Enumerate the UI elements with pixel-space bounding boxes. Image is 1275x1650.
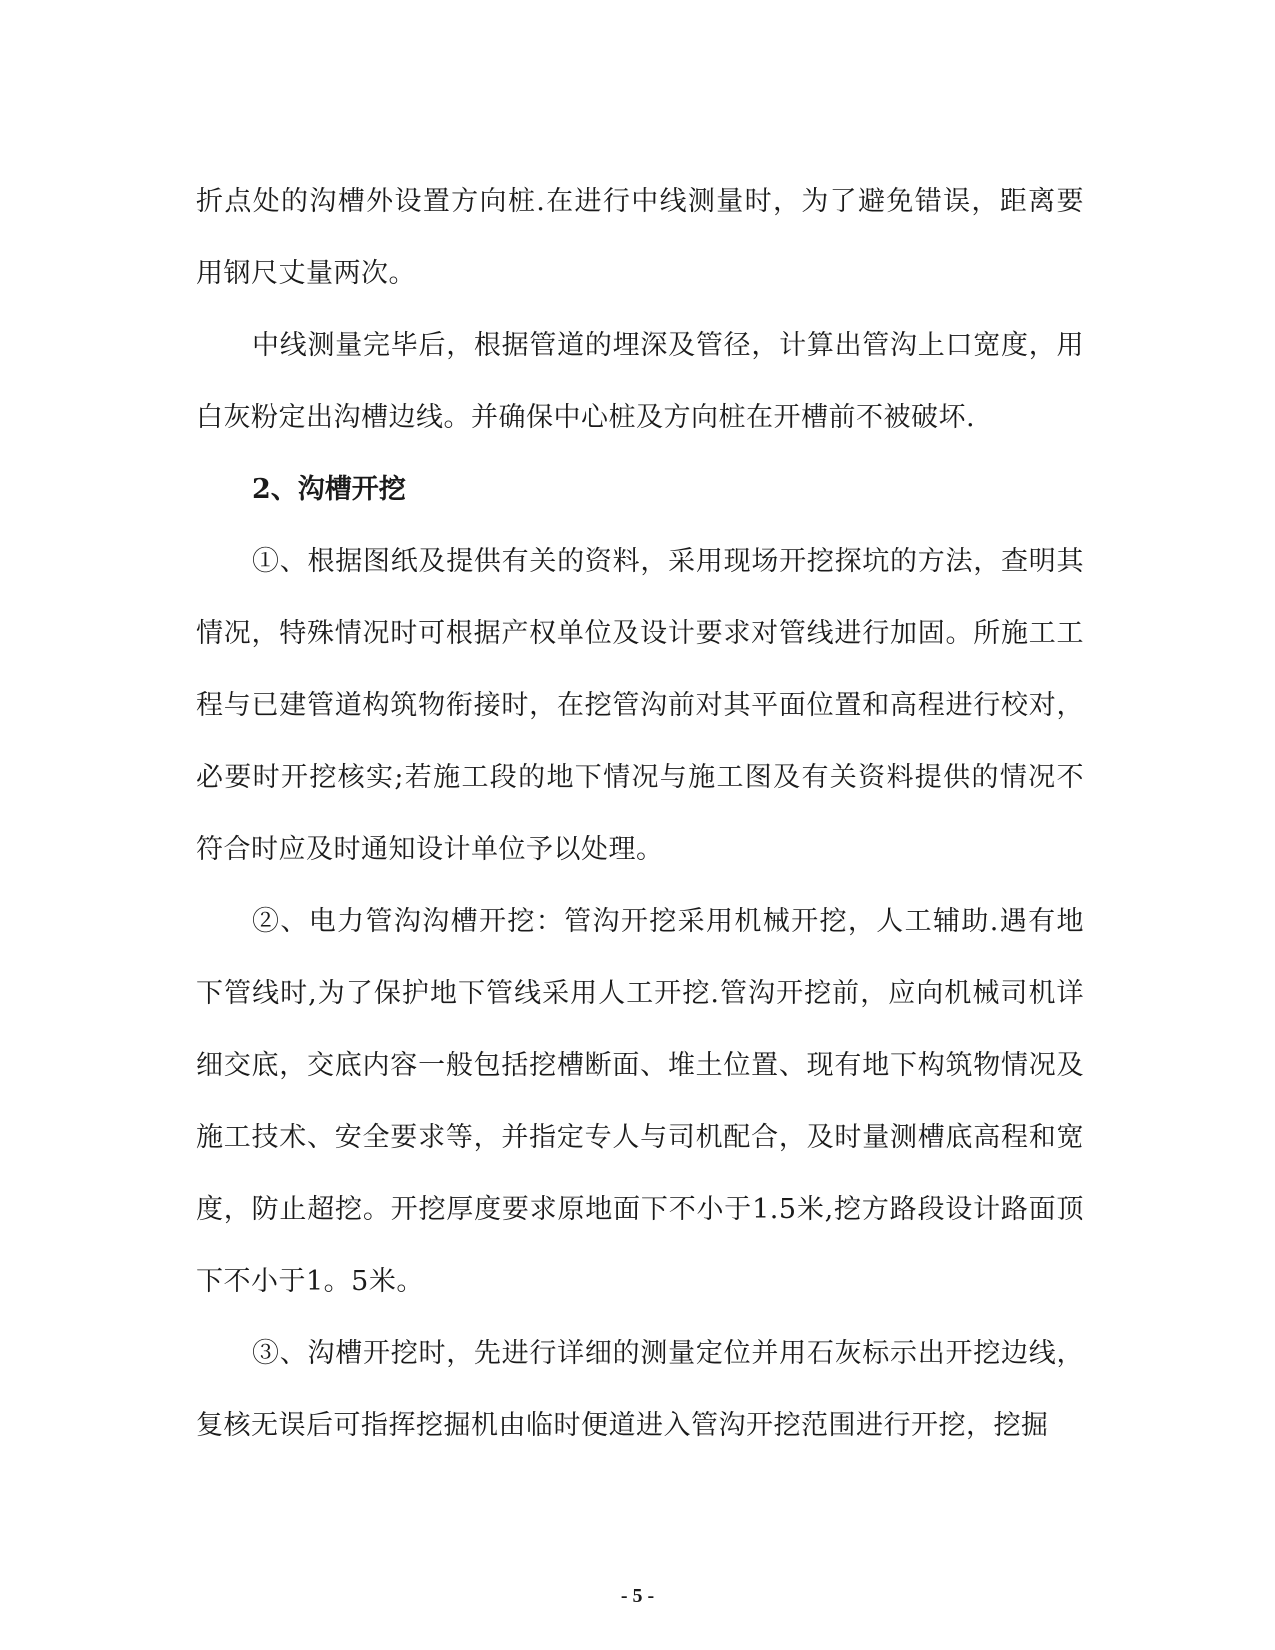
paragraph-item-2: ②、电力管沟沟槽开挖：管沟开挖采用机械开挖，人工辅助.遇有地下管线时,为了保护地下管线采用人工开挖.管沟开挖前，应向机械司机详细交底，交底内容一般包括挖槽断面、堆土位置、现有地下构筑物情况及施工技术、安全要求等，并指定专人与司机配合，及时量测槽底高程和宽度，防止超挖。开挖厚度要求原地面下不小于1.5米,挖方路段设计路面顶下不小于1。5米。	[196, 906, 1084, 1297]
paragraph-direction-stake: 折点处的沟槽外设置方向桩.在进行中线测量时，为了避免错误，距离要用钢尺丈量两次。	[196, 186, 1084, 289]
paragraph-item-3: ③、沟槽开挖时，先进行详细的测量定位并用石灰标示出开挖边线，复核无误后可指挥挖掘机由临时便道进入管沟开挖范围进行开挖，挖掘	[196, 1338, 1084, 1441]
document-body	[196, 166, 1084, 1462]
section-heading-trench-excavation: 2、沟槽开挖	[252, 474, 406, 505]
page-number: - 5 -	[620, 1585, 655, 1607]
paragraph-centerline-survey: 中线测量完毕后，根据管道的埋深及管径，计算出管沟上口宽度，用白灰粉定出沟槽边线。并确保中心桩及方向桩在开槽前不被破坏.	[196, 330, 1084, 433]
paragraph-item-1: ①、根据图纸及提供有关的资料，采用现场开挖探坑的方法，查明其情况，特殊情况时可根据产权单位及设计要求对管线进行加固。所施工工程与已建管道构筑物衔接时，在挖管沟前对其平面位置和高程进行校对，必要时开挖核实;若施工段的地下情况与施工图及有关资料提供的情况不符合时应及时通知设计单位予以处理。	[196, 546, 1084, 865]
